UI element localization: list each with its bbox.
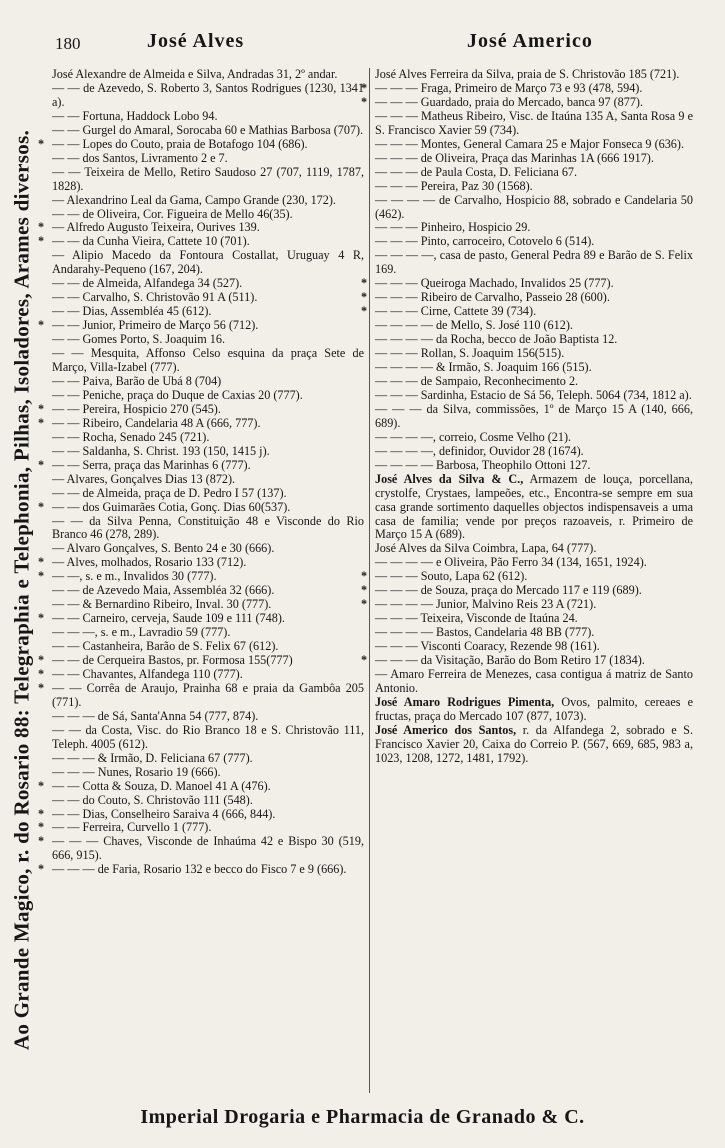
entry-text: — — Serra, praça das Marinhas 6 (777). xyxy=(52,457,251,472)
entry-text: — — — Queiroga Machado, Invalidos 25 (777). xyxy=(375,276,614,291)
directory-entry xyxy=(52,403,364,417)
directory-entry xyxy=(375,584,693,598)
directory-entry xyxy=(52,473,364,487)
entry-text: — Alfredo Augusto Teixeira, Ourives 139. xyxy=(52,220,260,235)
directory-entry xyxy=(375,570,693,584)
entry-text: — — — Chaves, Visconde de Inhaúma 42 e Bispo 30 (519, 666, 915). xyxy=(52,834,364,863)
side-advertisement xyxy=(4,60,40,1120)
directory-entry xyxy=(52,515,364,543)
directory-entry xyxy=(52,654,364,668)
entry-text: — — dos Guimarães Cotia, Gonç. Dias 60(537). xyxy=(52,499,291,514)
directory-entry xyxy=(52,110,364,124)
entry-text: Armazem de louça, porcellana, crystolfe, Crystaes, lampeões, etc., Encontra-se sempre em sua casa grande sortimento daquelles objectos indispensaveis a uma casa de familia; vende por preços razoaveis, r. Primeiro de Março 15 A (689). xyxy=(375,471,693,542)
directory-entry xyxy=(52,431,364,445)
entry-text: — — — de Sampaio, Reconhecimento 2. xyxy=(375,373,579,388)
directory-entry xyxy=(52,235,364,249)
entry-text: — — de Cerqueira Bastos, pr. Formosa 155(777) xyxy=(52,653,293,668)
directory-entry xyxy=(375,82,693,96)
entry-text: — Alvares, Gonçalves Dias 13 (872). xyxy=(52,471,236,486)
entry-heading: José Americo dos Santos, xyxy=(375,722,517,737)
entry-text: — — — — Barbosa, Theophilo Ottoni 127. xyxy=(375,457,591,472)
entry-text: — — — de Souza, praça do Mercado 117 e 119 (689). xyxy=(375,583,642,598)
entry-text: — — Gurgel do Amaral, Sorocaba 60 e Mathias Barbosa (707). xyxy=(52,122,364,137)
entry-text: — — Corrêa de Araujo, Prainha 68 e praia da Gambôa 205 (771). xyxy=(52,680,364,709)
entry-text: — — — Pereira, Paz 30 (1568). xyxy=(375,178,533,193)
directory-entry xyxy=(52,808,364,822)
directory-entry xyxy=(375,291,693,305)
directory-entry xyxy=(52,570,364,584)
entry-text: — — Carvalho, S. Christovão 91 A (511). xyxy=(52,290,258,305)
entry-text: — — — de Sá, Santa'Anna 54 (777, 874). xyxy=(52,708,259,723)
entry-text: — Alexandrino Leal da Gama, Campo Grande (230, 172). xyxy=(52,192,336,207)
entry-text: — — de Oliveira, Cor. Figueira de Mello 46(35). xyxy=(52,206,293,221)
directory-entry xyxy=(52,194,364,208)
directory-entry xyxy=(52,542,364,556)
directory-entry xyxy=(52,794,364,808)
entry-text: — — Dias, Conselheiro Saraiva 4 (666, 844). xyxy=(52,806,276,821)
directory-entry xyxy=(52,291,364,305)
entry-text: — — de Almeida, Alfandega 34 (527). xyxy=(52,276,243,291)
entry-text: — — — de Faria, Rosario 132 e becco do Fisco 7 e 9 (666). xyxy=(52,862,347,877)
directory-entry xyxy=(375,696,693,724)
directory-entry xyxy=(52,305,364,319)
directory-entry xyxy=(375,626,693,640)
entry-text: — — — & Irmão, D. Feliciana 67 (777). xyxy=(52,750,253,765)
entry-text: — — — Teixeira, Visconde de Itaúna 24. xyxy=(375,611,578,626)
directory-entry xyxy=(375,347,693,361)
entry-text: — —, s. e m., Invalidos 30 (777). xyxy=(52,569,217,584)
left-column xyxy=(52,68,364,877)
directory-entry xyxy=(52,124,364,138)
entry-text: — — Saldanha, S. Christ. 193 (150, 1415 j). xyxy=(52,443,270,458)
directory-entry xyxy=(52,319,364,333)
directory-entry xyxy=(52,682,364,710)
directory-entry xyxy=(375,473,693,543)
entry-text: — — da Silva Penna, Constituição 48 e Visconde do Rio Branco 46 (278, 289). xyxy=(52,513,364,542)
directory-entry xyxy=(375,180,693,194)
directory-entry xyxy=(52,138,364,152)
directory-entry xyxy=(52,640,364,654)
directory-entry xyxy=(375,319,693,333)
directory-entry xyxy=(52,82,364,110)
entry-text: — — Peniche, praça do Duque de Caxias 20 (777). xyxy=(52,387,303,402)
entry-text: — — Gomes Porto, S. Joaquim 16. xyxy=(52,332,225,347)
entry-text: José Alexandre de Almeida e Silva, Andradas 31, 2º andar. xyxy=(52,67,338,81)
entry-text: — — — Fraga, Primeiro de Março 73 e 93 (478, 594). xyxy=(375,80,643,95)
entry-text: — — Castanheira, Barão de S. Felix 67 (612). xyxy=(52,639,279,654)
directory-entry xyxy=(52,556,364,570)
directory-entry xyxy=(52,277,364,291)
directory-entry xyxy=(375,333,693,347)
entry-text: Ovos, palmito, cereaes e fructas, praça do Mercado 107 (877, 1073). xyxy=(375,694,694,723)
entry-text: — — Rocha, Senado 245 (721). xyxy=(52,429,210,444)
entry-text: — — — da Visitação, Barão do Bom Retiro 17 (1834). xyxy=(375,653,645,668)
directory-entry xyxy=(52,501,364,515)
directory-entry xyxy=(52,152,364,166)
directory-entry xyxy=(375,556,693,570)
entry-text: — — da Costa, Visc. do Rio Branco 18 e S. Christovão 111, Teleph. 4005 (612). xyxy=(52,722,364,751)
directory-entry xyxy=(52,459,364,473)
entry-text: — — — de Paula Costa, D. Feliciana 67. xyxy=(375,164,578,179)
directory-entry xyxy=(375,459,693,473)
entry-text: — — — — & Irmão, S. Joaquim 166 (515). xyxy=(375,360,592,375)
entry-text: — — — — e Oliveira, Pão Ferro 34 (134, 1651, 1924). xyxy=(375,555,647,570)
entry-text: — — — — de Mello, S. José 110 (612). xyxy=(375,318,573,333)
directory-entry xyxy=(375,277,693,291)
directory-entry xyxy=(52,752,364,766)
directory-entry xyxy=(52,724,364,752)
directory-entry xyxy=(375,305,693,319)
entry-text: — Alves, molhados, Rosario 133 (712). xyxy=(52,555,247,570)
directory-entry xyxy=(375,640,693,654)
directory-entry xyxy=(375,96,693,110)
directory-entry xyxy=(375,389,693,403)
directory-entry xyxy=(52,347,364,375)
directory-entry xyxy=(52,612,364,626)
entry-text: — — do Couto, S. Christovão 111 (548). xyxy=(52,792,253,807)
entry-text: — — — — de Carvalho, Hospicio 88, sobrado e Candelaria 50 (462). xyxy=(375,192,693,221)
directory-entry xyxy=(52,626,364,640)
directory-entry xyxy=(52,487,364,501)
directory-entry xyxy=(375,542,693,556)
page-header xyxy=(55,30,705,58)
entry-text: — — — Pinheiro, Hospicio 29. xyxy=(375,220,531,235)
entry-text: — — — Montes, General Camara 25 e Major Fonseca 9 (636). xyxy=(375,136,685,151)
entry-text: — — — Visconti Coaracy, Rezende 98 (161). xyxy=(375,639,600,654)
column-divider xyxy=(369,68,370,1093)
directory-entry xyxy=(375,152,693,166)
entry-text: — — Ribeiro, Candelaria 48 A (666, 777). xyxy=(52,415,261,430)
entry-text: — — Dias, Assembléa 45 (612). xyxy=(52,304,212,319)
entry-text: José Alves da Silva Coimbra, Lapa, 64 (777). xyxy=(375,541,597,556)
directory-entry xyxy=(375,166,693,180)
entry-text: — — Teixeira de Mello, Retiro Saudoso 27 (707, 1119, 1787, 1828). xyxy=(52,164,364,193)
entry-text: — — — — Junior, Malvino Reis 23 A (721). xyxy=(375,597,597,612)
directory-entry xyxy=(375,235,693,249)
entry-text: — — Fortuna, Haddock Lobo 94. xyxy=(52,108,218,123)
side-advertisement-text: Ao Grande Magico, r. do Rosario 88: Telegraphia e Telephonia, Pilhas, Isoladores, Arames diversos. xyxy=(9,129,34,1051)
page-number: 180 xyxy=(55,34,81,53)
directory-entry xyxy=(52,221,364,235)
entry-text: — — — Cirne, Cattete 39 (734). xyxy=(375,304,537,319)
entry-text: — — — —, correio, Cosme Velho (21). xyxy=(375,429,572,444)
entry-text: — — — de Oliveira, Praça das Marinhas 1A (666 1917). xyxy=(375,150,654,165)
entry-text: — — Paiva, Barão de Ubá 8 (704) xyxy=(52,373,222,388)
directory-entry xyxy=(52,863,364,877)
entry-text: — — — Rollan, S. Joaquim 156(515). xyxy=(375,346,565,361)
entry-text: — — Pereira, Hospicio 270 (545). xyxy=(52,401,221,416)
entry-heading: José Alves da Silva & C., xyxy=(375,471,524,486)
entry-text: — — de Almeida, praça de D. Pedro I 57 (137). xyxy=(52,485,287,500)
directory-entry xyxy=(375,68,693,82)
directory-entry xyxy=(52,766,364,780)
entry-text: — — — —, casa de pasto, General Pedra 89 e Barão de S. Felix 169. xyxy=(375,248,693,277)
directory-entry xyxy=(52,389,364,403)
right-running-title: José Americo xyxy=(467,30,593,52)
directory-entry xyxy=(52,375,364,389)
entry-text: — — —, s. e m., Lavradio 59 (777). xyxy=(52,625,231,640)
directory-entry xyxy=(52,166,364,194)
directory-entry xyxy=(52,208,364,222)
entry-text: — — Junior, Primeiro de Março 56 (712). xyxy=(52,318,259,333)
entry-text: — — — Sardinha, Estacio de Sá 56, Teleph. 5064 (734, 1812 a). xyxy=(375,387,692,402)
directory-entry xyxy=(375,445,693,459)
directory-entry xyxy=(52,417,364,431)
entry-text: — — Mesquita, Affonso Celso esquina da praça Sete de Março, Villa-Izabel (777). xyxy=(52,346,364,375)
entry-text: — — Lopes do Couto, praia de Botafogo 104 (686). xyxy=(52,136,308,151)
entry-text: — — Ferreira, Curvello 1 (777). xyxy=(52,820,212,835)
entry-text: — — & Bernardino Ribeiro, Inval. 30 (777). xyxy=(52,597,272,612)
entry-text: — — — — da Rocha, becco de João Baptista 12. xyxy=(375,332,618,347)
directory-entry xyxy=(375,598,693,612)
directory-entry xyxy=(375,221,693,235)
directory-entry xyxy=(375,431,693,445)
entry-text: — — — Ribeiro de Carvalho, Passeio 28 (600). xyxy=(375,290,610,305)
directory-entry xyxy=(375,668,693,696)
directory-entry xyxy=(375,724,693,766)
entry-text: — — dos Santos, Livramento 2 e 7. xyxy=(52,150,228,165)
right-column xyxy=(375,68,693,766)
directory-entry xyxy=(52,598,364,612)
entry-text: — — de Azevedo, S. Roberto 3, Santos Rodrigues (1230, 1341 a). xyxy=(52,80,364,109)
entry-text: — — — Guardado, praia do Mercado, banca 97 (877). xyxy=(375,94,644,109)
directory-entry xyxy=(52,584,364,598)
entry-text: r. da Alfandega 2, sobrado e S. Francisco Xavier 20, Caixa do Correio P. (567, 669, 685, 983 a, 1023, 1208, 1272, 1481, 1792). xyxy=(375,722,693,765)
directory-entry xyxy=(375,110,693,138)
left-running-title: José Alves xyxy=(147,30,245,52)
directory-entry xyxy=(52,333,364,347)
directory-entry xyxy=(375,138,693,152)
entry-text: — — Chavantes, Alfandega 110 (777). xyxy=(52,666,243,681)
entry-text: José Alves Ferreira da Silva, praia de S. Christovão 185 (721). xyxy=(375,67,680,81)
directory-entry xyxy=(52,835,364,863)
directory-entry xyxy=(52,249,364,277)
entry-text: — — Carneiro, cerveja, Saude 109 e 111 (748). xyxy=(52,611,285,626)
entry-text: — Alipio Macedo da Fontoura Costallat, Uruguay 4 R, Andarahy-Pequeno (167, 204). xyxy=(52,248,364,277)
directory-entry xyxy=(52,445,364,459)
entry-text: — — Cotta & Souza, D. Manoel 41 A (476). xyxy=(52,778,271,793)
entry-text: — — de Azevedo Maia, Assembléa 32 (666). xyxy=(52,583,275,598)
directory-entry xyxy=(375,403,693,431)
directory-entry xyxy=(375,654,693,668)
footer-advertisement: Imperial Drogaria e Pharmacia de Granado & C. xyxy=(140,1106,585,1128)
entry-text: — — — da Silva, commissões, 1º de Março 15 A (140, 666, 689). xyxy=(375,401,693,430)
directory-entry xyxy=(375,612,693,626)
entry-text: — Alvaro Gonçalves, S. Bento 24 e 30 (666). xyxy=(52,541,275,556)
entry-text: — — — Pinto, carroceiro, Cotovelo 6 (514). xyxy=(375,234,595,249)
directory-entry xyxy=(52,668,364,682)
directory-entry xyxy=(52,780,364,794)
directory-entry xyxy=(375,361,693,375)
directory-entry xyxy=(375,249,693,277)
directory-entry xyxy=(375,375,693,389)
entry-text: — — — — Bastos, Candelaria 48 BB (777). xyxy=(375,625,595,640)
entry-text: — — da Cunha Vieira, Cattete 10 (701). xyxy=(52,234,250,249)
directory-entry xyxy=(375,194,693,222)
directory-entry xyxy=(52,710,364,724)
entry-text: — Amaro Ferreira de Menezes, casa contigua á matriz de Santo Antonio. xyxy=(375,666,693,695)
entry-text: — — — Souto, Lapa 62 (612). xyxy=(375,569,528,584)
entry-text: — — — Matheus Ribeiro, Visc. de Itaúna 135 A, Santa Rosa 9 e S. Francisco Xavier 59 (734). xyxy=(375,108,693,137)
directory-entry xyxy=(52,821,364,835)
entry-text: — — — Nunes, Rosario 19 (666). xyxy=(52,764,221,779)
entry-heading: José Amaro Rodrigues Pimenta, xyxy=(375,694,555,709)
entry-text: — — — —, definidor, Ouvidor 28 (1674). xyxy=(375,443,584,458)
directory-entry xyxy=(52,68,364,82)
